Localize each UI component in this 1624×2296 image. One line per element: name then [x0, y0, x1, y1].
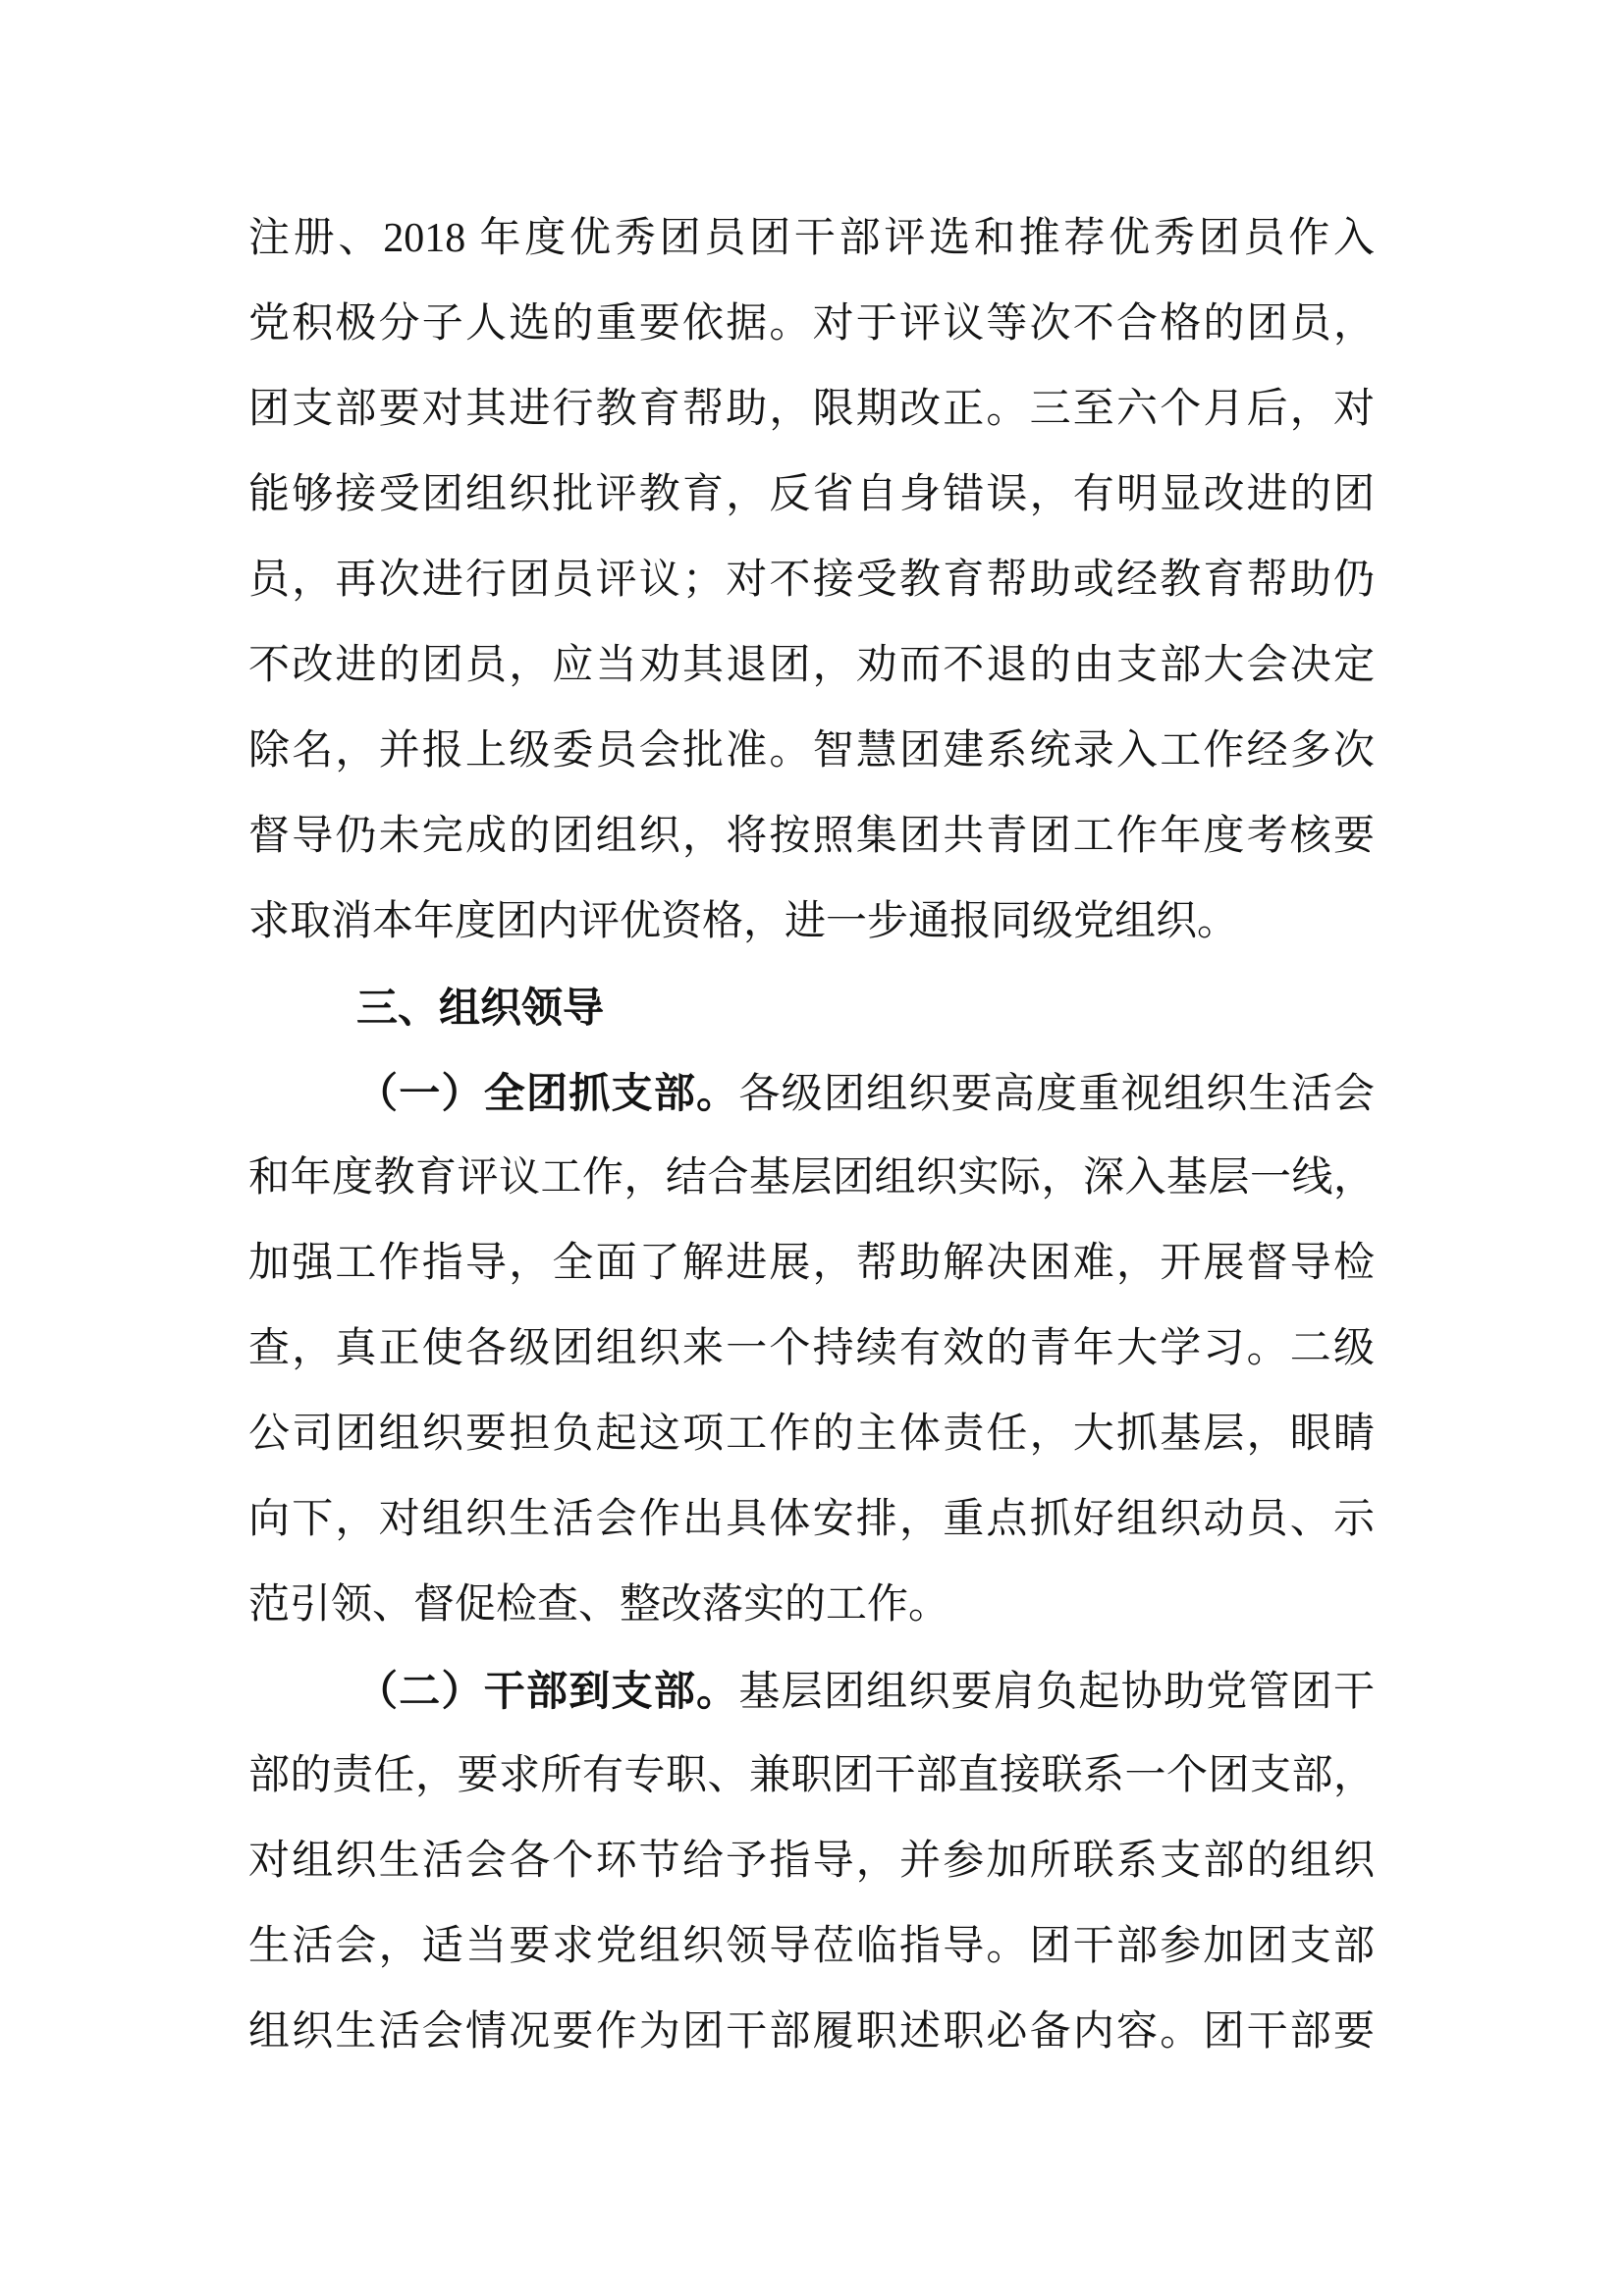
- text-line: 求取消本年度团内评优资格，进一步通报同级党组织。: [248, 899, 1239, 944]
- text-line: 注册、2018 年度优秀团员团干部评选和推荐优秀团员作入: [248, 216, 1375, 261]
- paragraph-text: 各级团组织要高度重视组织生活会: [738, 1072, 1375, 1117]
- text-line: 部的责任，要求所有专职、兼职团干部直接联系一个团支部，: [248, 1753, 1375, 1798]
- paragraph-text: 基层团组织要肩负起协助党管团干: [738, 1670, 1375, 1715]
- text-line: 组织生活会情况要作为团干部履职述职必备内容。团干部要: [248, 2009, 1375, 2055]
- text-line: 不改进的团员，应当劝其退团，劝而不退的由支部大会决定: [248, 643, 1375, 688]
- text-line: 员，再次进行团员评议；对不接受教育帮助或经教育帮助仍: [248, 558, 1375, 603]
- text-line: 生活会，适当要求党组织领导莅临指导。团干部参加团支部: [248, 1924, 1375, 1969]
- text-line: 查，真正使各级团组织来一个持续有效的青年大学习。二级: [248, 1326, 1375, 1371]
- document-body: [248, 196, 1375, 2075]
- text-line: 向下，对组织生活会作出具体安排，重点抓好组织动员、示: [248, 1497, 1375, 1542]
- text-line: 加强工作指导，全面了解进展，帮助解决困难，开展督导检: [248, 1241, 1375, 1286]
- text-line: 范引领、督促检查、整改落实的工作。: [248, 1582, 950, 1628]
- paragraph-lead: （一）全团抓支部。: [356, 1070, 739, 1116]
- text-line: 能够接受团组织批评教育，反省自身错误，有明显改进的团: [248, 472, 1375, 517]
- text-line: 除名，并报上级委员会批准。智慧团建系统录入工作经多次: [248, 728, 1375, 774]
- text-line: 团支部要对其进行教育帮助，限期改正。三至六个月后，对: [248, 387, 1375, 432]
- text-line: 对组织生活会各个环节给予指导，并参加所联系支部的组织: [248, 1839, 1375, 1884]
- text-line: 党积极分子人选的重要依据。对于评议等次不合格的团员，: [248, 301, 1375, 347]
- text-line: 公司团组织要担负起这项工作的主体责任，大抓基层，眼睛: [248, 1412, 1375, 1457]
- text-line: 和年度教育评议工作，结合基层团组织实际，深入基层一线，: [248, 1155, 1375, 1201]
- text-line: [248, 1050, 1375, 1136]
- paragraph-lead: （二）干部到支部。: [356, 1668, 739, 1714]
- text-line: 督导仍未完成的团组织，将按照集团共青团工作年度考核要: [248, 814, 1375, 859]
- text-line: [248, 1648, 1375, 1734]
- section-heading: 三、组织领导: [356, 985, 605, 1031]
